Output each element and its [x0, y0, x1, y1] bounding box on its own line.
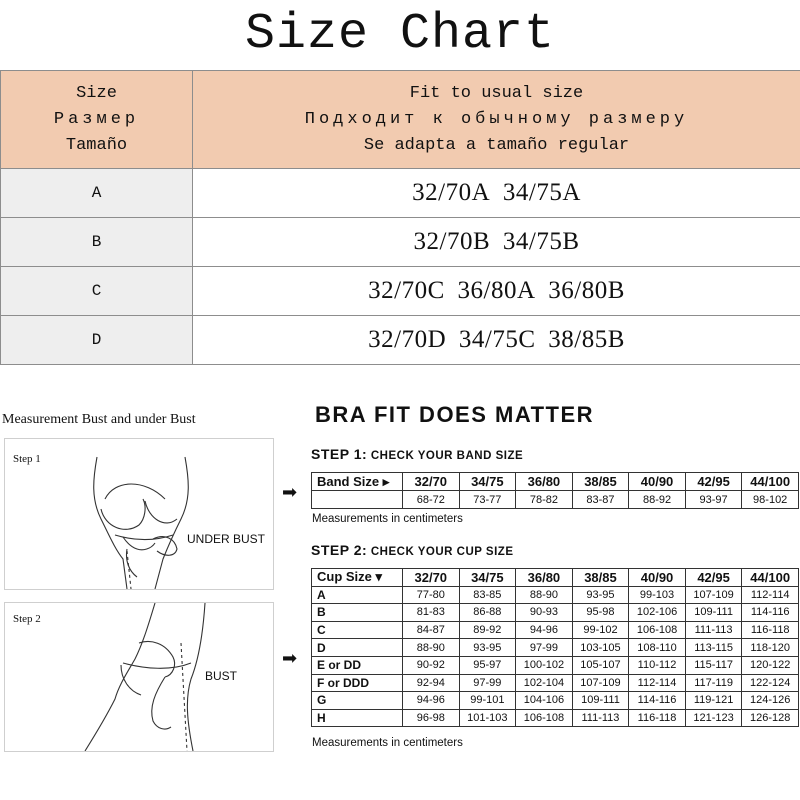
- table-row: [312, 674, 799, 692]
- measurement-cell: 121-123: [685, 709, 742, 727]
- measurement-cell: 88-90: [403, 639, 460, 657]
- measurement-cell: 93-95: [459, 639, 516, 657]
- table-row: [1, 218, 800, 267]
- measurement-cell: 100-102: [516, 656, 573, 674]
- band-size-cell: 44/100: [742, 473, 799, 491]
- measurement-cell: 111-113: [572, 709, 629, 727]
- measurement-cell: 77-80: [403, 586, 460, 604]
- cup-size-label: Cup Size ▾: [312, 569, 403, 587]
- cup-size-cell: 40/90: [629, 569, 686, 587]
- header-size-es: Tamaño: [65, 135, 128, 155]
- cup-label-cell: H: [312, 709, 403, 727]
- table-row: [312, 639, 799, 657]
- measurement-cell: 114-116: [629, 692, 686, 710]
- measurement-cell: 107-109: [685, 586, 742, 604]
- arrow-right-icon: ➡: [282, 482, 298, 503]
- measurement-cell: 105-107: [572, 656, 629, 674]
- measurement-cell: 83-85: [459, 586, 516, 604]
- band-size-cell: 32/70: [403, 473, 460, 491]
- measurement-cell: 111-113: [685, 621, 742, 639]
- measurement-cell: 92-94: [403, 674, 460, 692]
- fit-column-header: [193, 71, 800, 169]
- size-cell: C: [1, 267, 193, 316]
- cup-label-cell: C: [312, 621, 403, 639]
- header-size-en: Size: [76, 83, 117, 103]
- arrow-right-icon: ➡: [282, 648, 298, 669]
- cup-size-cell: 32/70: [403, 569, 460, 587]
- size-table-header: [1, 71, 800, 169]
- measurement-title: Measurement Bust and under Bust: [2, 412, 196, 427]
- under-bust-illustration: [5, 439, 273, 589]
- measurement-cell: 94-96: [403, 692, 460, 710]
- size-cell: B: [1, 218, 193, 267]
- measurement-cell: 119-121: [685, 692, 742, 710]
- step1-heading: STEP 1: CHECK YOUR BAND SIZE: [311, 446, 524, 462]
- measurement-cell: 116-118: [742, 621, 799, 639]
- cup-size-cell: 36/80: [516, 569, 573, 587]
- measurement-cell: 97-99: [516, 639, 573, 657]
- table-row: [312, 621, 799, 639]
- measurement-cell: 113-115: [685, 639, 742, 657]
- measurement-cell: 86-88: [459, 604, 516, 622]
- cup-label-cell: D: [312, 639, 403, 657]
- band-size-cell: 36/80: [516, 473, 573, 491]
- measurement-cell: 122-124: [742, 674, 799, 692]
- measurement-cell: 78-82: [516, 491, 573, 509]
- measurement-cell: 93-97: [685, 491, 742, 509]
- measurement-cell: 101-103: [459, 709, 516, 727]
- measurement-cell: 118-120: [742, 639, 799, 657]
- measurement-cell: 95-97: [459, 656, 516, 674]
- cup-size-header-row: [312, 569, 799, 587]
- measurement-cell: 96-98: [403, 709, 460, 727]
- measurement-cell: 88-92: [629, 491, 686, 509]
- fit-cell: 32/70A 34/75A: [193, 169, 800, 218]
- bust-label: BUST: [205, 669, 238, 683]
- measurement-cell: 90-92: [403, 656, 460, 674]
- measurement-cell: 89-92: [459, 621, 516, 639]
- fit-cell: 32/70D 34/75C 38/85B: [193, 316, 800, 365]
- measurement-cell: 109-111: [572, 692, 629, 710]
- cup-label-cell: F or DDD: [312, 674, 403, 692]
- measurement-cell: 81-83: [403, 604, 460, 622]
- cup-measurement-note: Measurements in centimeters: [312, 737, 463, 749]
- measurement-cell: 99-103: [629, 586, 686, 604]
- measurement-cell: 107-109: [572, 674, 629, 692]
- table-row: [1, 316, 800, 365]
- measurement-cell: 116-118: [629, 709, 686, 727]
- measurement-cell: 112-114: [629, 674, 686, 692]
- header-fit-es: Se adapta a tamaño regular: [363, 135, 630, 155]
- cup-label-cell: G: [312, 692, 403, 710]
- table-row: [1, 169, 800, 218]
- step2-heading: STEP 2: CHECK YOUR CUP SIZE: [311, 542, 514, 558]
- band-size-cell: 38/85: [572, 473, 629, 491]
- step1-label: Step 1: [13, 453, 41, 465]
- measurement-cell: 110-112: [629, 656, 686, 674]
- measurement-cell: 104-106: [516, 692, 573, 710]
- measurement-cell: 83-87: [572, 491, 629, 509]
- size-cell: D: [1, 316, 193, 365]
- measurement-cell: 95-98: [572, 604, 629, 622]
- measurement-cell: 102-104: [516, 674, 573, 692]
- measurement-cell: 90-93: [516, 604, 573, 622]
- measurement-cell: 103-105: [572, 639, 629, 657]
- under-bust-label: UNDER BUST: [187, 532, 266, 546]
- table-row: [312, 604, 799, 622]
- band-size-cell: 42/95: [685, 473, 742, 491]
- measurement-cell: 93-95: [572, 586, 629, 604]
- measurement-cell: 117-119: [685, 674, 742, 692]
- step1-figure-box: [4, 438, 274, 590]
- measurement-cell: 98-102: [742, 491, 799, 509]
- measurement-cell: 99-101: [459, 692, 516, 710]
- cup-label-cell: E or DD: [312, 656, 403, 674]
- header-fit-en: Fit to usual size: [409, 83, 584, 103]
- cup-size-cell: 44/100: [742, 569, 799, 587]
- band-size-table: [311, 472, 799, 509]
- size-fit-table: [0, 70, 800, 365]
- fit-cell: 32/70B 34/75B: [193, 218, 800, 267]
- measurement-cell: 124-126: [742, 692, 799, 710]
- cup-label-cell: B: [312, 604, 403, 622]
- measurement-cell: 88-90: [516, 586, 573, 604]
- band-size-cell: 34/75: [459, 473, 516, 491]
- measurement-cell: 84-87: [403, 621, 460, 639]
- cup-label-cell: A: [312, 586, 403, 604]
- table-row: [312, 586, 799, 604]
- measurement-cell: 120-122: [742, 656, 799, 674]
- measurement-cell: 109-111: [685, 604, 742, 622]
- size-column-header: [1, 71, 193, 169]
- measurement-cell: 102-106: [629, 604, 686, 622]
- bra-fit-title: BRA FIT DOES MATTER: [315, 402, 595, 427]
- measurement-cell: 114-116: [742, 604, 799, 622]
- measurement-cell: 97-99: [459, 674, 516, 692]
- band-measurement-note: Measurements in centimeters: [312, 513, 463, 525]
- band-size-cell: 40/90: [629, 473, 686, 491]
- measurement-cell: 99-102: [572, 621, 629, 639]
- empty-cell: [312, 491, 403, 509]
- cup-size-table: [311, 568, 799, 727]
- table-row: [312, 656, 799, 674]
- header-size-ru: Размер: [53, 109, 140, 129]
- table-row: [312, 692, 799, 710]
- header-fit-ru: Подходит к обычному размеру: [304, 109, 689, 129]
- fit-cell: 32/70C 36/80A 36/80B: [193, 267, 800, 316]
- step2-figure-box: [4, 602, 274, 752]
- size-cell: A: [1, 169, 193, 218]
- measurement-cell: 108-110: [629, 639, 686, 657]
- cup-size-cell: 42/95: [685, 569, 742, 587]
- band-measurement-row: [312, 491, 799, 509]
- table-row: [312, 709, 799, 727]
- measurement-cell: 126-128: [742, 709, 799, 727]
- measurement-cell: 106-108: [629, 621, 686, 639]
- band-size-header-row: [312, 473, 799, 491]
- cup-size-cell: 34/75: [459, 569, 516, 587]
- measurement-cell: 68-72: [403, 491, 460, 509]
- measurement-cell: 73-77: [459, 491, 516, 509]
- measurement-cell: 94-96: [516, 621, 573, 639]
- page-title: Size Chart: [244, 6, 556, 63]
- cup-size-cell: 38/85: [572, 569, 629, 587]
- band-size-label: Band Size ▸: [312, 473, 403, 491]
- step2-label: Step 2: [13, 613, 41, 625]
- measurement-cell: 112-114: [742, 586, 799, 604]
- table-row: [1, 267, 800, 316]
- measurement-cell: 115-117: [685, 656, 742, 674]
- measurement-cell: 106-108: [516, 709, 573, 727]
